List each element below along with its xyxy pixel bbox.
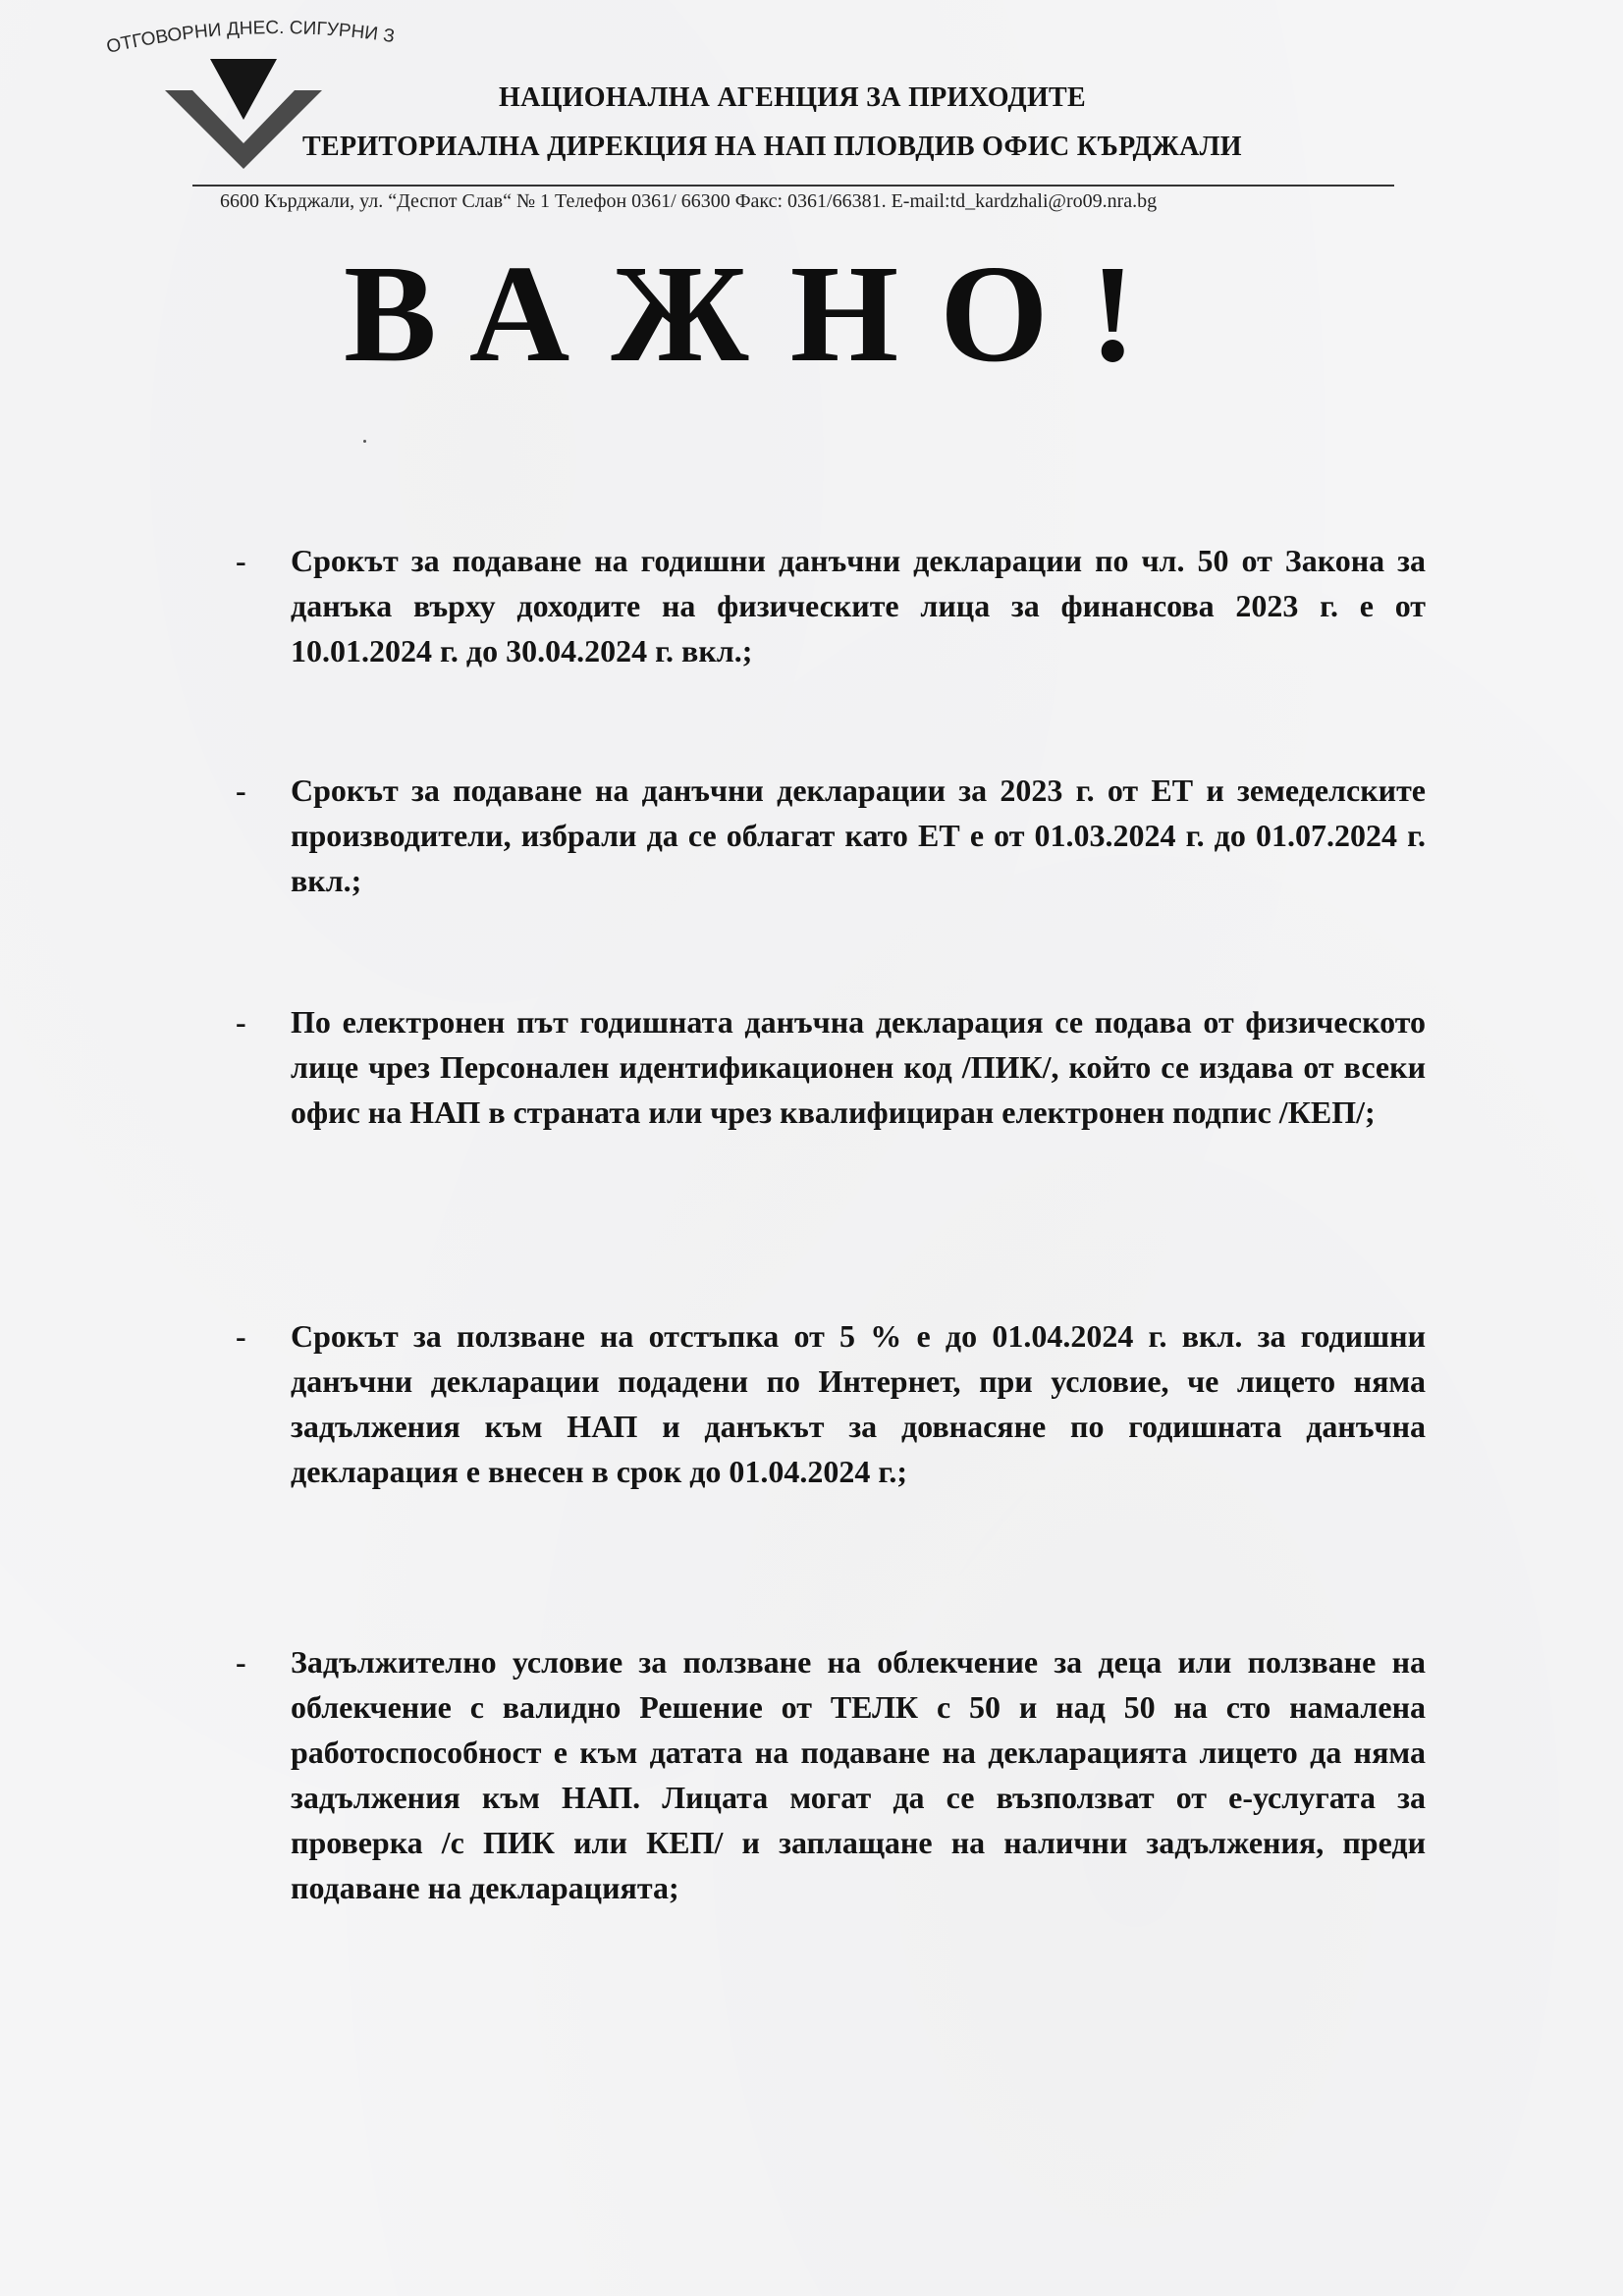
notice-item-text: Срокът за ползване на отстъпка от 5 % е до 01.04.2024 г. вкл. за годишни данъчни декларации подадени по Интернет, при условие, че лицето няма задължения към НАП и данъкът за довнасяне по годишната данъчна декларация е внесен в срок до 01.04.2024 г.;	[291, 1318, 1426, 1489]
bullet-dash: -	[236, 1004, 246, 1040]
bullet-dash: -	[236, 773, 246, 808]
slogan-text: ОТГОВОРНИ ДНЕС. СИГУРНИ ЗА УТРЕ.	[99, 0, 397, 58]
notice-item-text: Срокът за подаване на данъчни декларации за 2023 г. от ЕТ и земеделските производители, избрали да се облагат като ЕТ е от 01.03.2024 г. до 01.07.2024 г. вкл.;	[291, 773, 1426, 898]
contact-address: 6600 Кърджали, ул. “Деспот Слав“ № 1 Телефон 0361/ 66300 Факс: 0361/66381. E-mail:td_kardzhali@ro09.nra.bg	[220, 190, 1158, 212]
header-divider	[192, 185, 1394, 187]
slogan-arc	[99, 0, 401, 58]
notice-title: ВАЖНО!	[344, 236, 1177, 391]
directorate-name: ТЕРИТОРИАЛНА ДИРЕКЦИЯ НА НАП ПЛОВДИВ ОФИС КЪРДЖАЛИ	[302, 132, 1242, 162]
notice-item-text: Задължително условие за ползване на облекчение за деца или ползване на облекчение с валидно Решение от ТЕЛК с 50 и над 50 на сто намалена работоспособност е към датата на подаване на декларацията лицето да няма задължения към НАП. Лицата могат да се възползват от е-услугата за проверка /с ПИК или КЕП/ и заплащане на налични задължения, преди подаване на декларацията;	[291, 1644, 1426, 1905]
notice-item-text: Срокът за подаване на годишни данъчни декларации по чл. 50 от Закона за данъка върху доходите на физическите лица за финансова 2023 г. е от 10.01.2024 г. до 30.04.2024 г. вкл.;	[291, 543, 1426, 668]
bullet-dash: -	[236, 1644, 246, 1680]
bullet-dash: -	[236, 543, 246, 578]
nra-logo-icon	[165, 59, 322, 169]
agency-name: НАЦИОНАЛНА АГЕНЦИЯ ЗА ПРИХОДИТЕ	[499, 82, 1087, 113]
notice-item-text: По електронен път годишната данъчна декларация се подава от физическото лице чрез Персонален идентификационен код /ПИК/, който се издава от всеки офис на НАП в страната или чрез квалифициран електронен подпис /КЕП/;	[291, 1004, 1426, 1130]
scan-speck	[363, 440, 366, 443]
bullet-dash: -	[236, 1318, 246, 1354]
